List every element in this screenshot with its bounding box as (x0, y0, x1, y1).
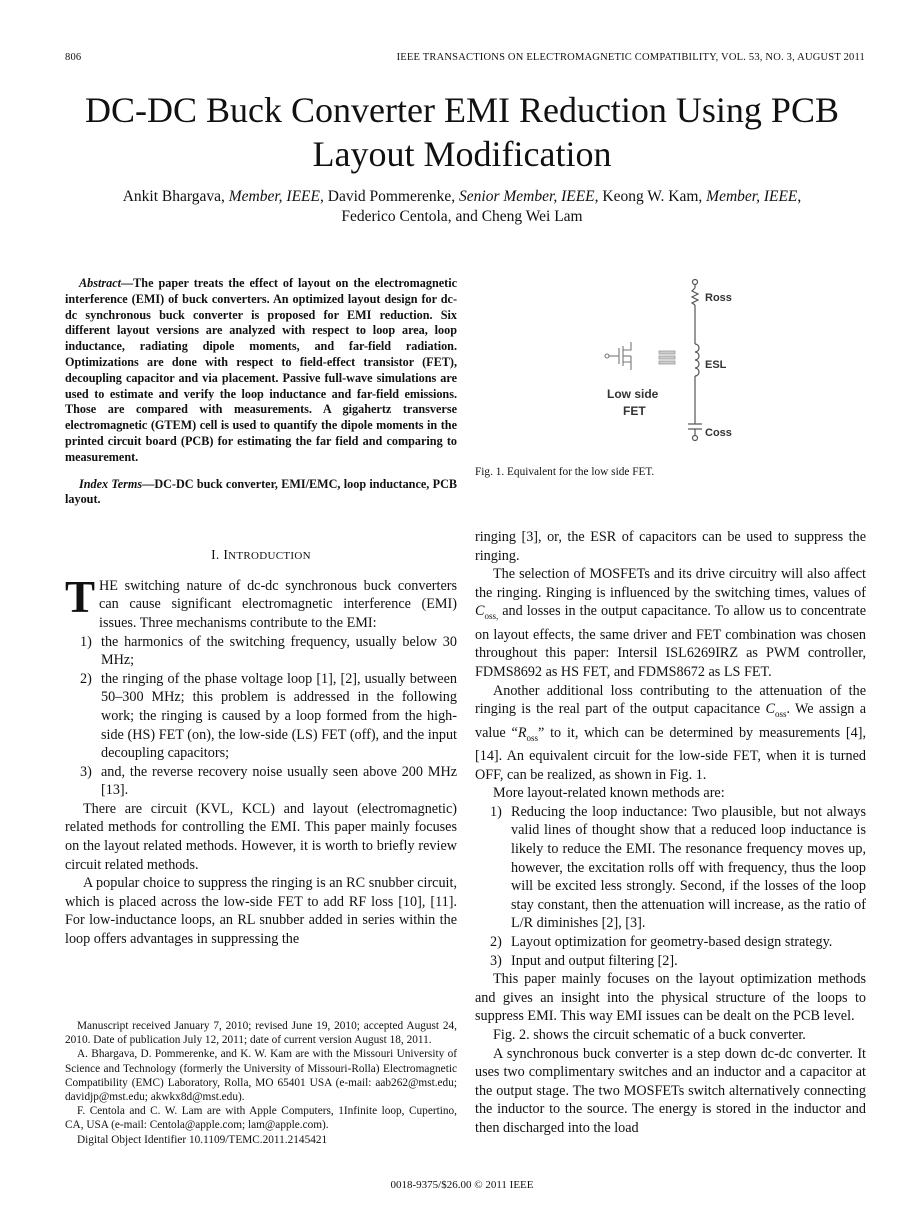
figure-1-caption: Fig. 1. Equivalent for the low side FET. (475, 466, 655, 478)
copyright-footer: 0018-9375/$26.00 © 2011 IEEE (390, 1179, 534, 1191)
low-side-fet-equivalent-circuit (595, 274, 755, 449)
list-item: 3) Input and output filtering [2]. (490, 952, 678, 969)
paragraph: Another additional loss contributing to the attenuation of the ringing is the real part of the output capacitance $C_{oss}$. We assign a value “$R_{oss}$” to it, which can be determined by measurements [4], [14]. An equivalent circuit for the low-side FET, when it is turned OFF, can be realized, as shown in Fig. 1. (475, 682, 866, 783)
resistor-ross-symbol (692, 288, 698, 305)
intro-paragraph-2: There are circuit (KVL, KCL) and layout (electromagnetic) related methods for controlling the EMI. This paper mainly focuses on the layout related methods. However, it is worth to briefly review circuit related methods. (65, 800, 457, 873)
author-list: Ankit Bhargava, Member, IEEE, David Pommerenke, Senior Member, IEEE, Keong W. Kam, Member, IEEE, Federico Centola, and Cheng Wei Lam (50, 187, 874, 227)
footnotes (65, 1019, 457, 1147)
author-3: Keong W. Kam (602, 188, 699, 205)
label-esl: ESL (705, 359, 727, 371)
list-item: 1) the harmonics of the switching frequency, usually below 30 MHz; (80, 633, 457, 669)
label-ross: Ross (705, 292, 732, 304)
footnote: Manuscript received January 7, 2010; revised June 19, 2010; accepted August 24, 2010. Date of publication July 12, 2011; date of current version August 18, 2011. (65, 1020, 457, 1047)
right-column (475, 528, 866, 1137)
list-item: 3) and, the reverse recovery noise usually seen above 200 MHz [13]. (80, 763, 457, 799)
paragraph: A synchronous buck converter is a step down dc-dc converter. It uses two complimentary switches and an inductor and a capacitor at the output stage. The two MOSFETs switch alternatively connecting the inductor to the source. The energy is stored in the inductor and then discharged into the load (475, 1045, 866, 1136)
abstract-label: Abstract (79, 276, 121, 290)
intro-paragraph-3: A popular choice to suppress the ringing is an RC snubber circuit, which is placed across the low-side FET to add RF loss [10], [11]. For low-inductance loops, an RL snubber added in series within the loop offers advantages in suppressing the (65, 875, 457, 948)
footnote: A. Bhargava, D. Pommerenke, and K. W. Kam are with the Missouri University of Science and Technology (formerly the University of Missouri-Rolla) Electromagnetic Compatibility (EMC) Laboratory, Rolla, MO 65401 USA (e-mail: aab262@mst.edu; davidjp@mst.edu; akwkx8d@mst.edu). (65, 1048, 457, 1104)
list-item: 2) the ringing of the phase voltage loop [1], [2], usually between 50–300 MHz; this problem is addressed in the following work; the ringing is caused by a loop formed from the high-side (HS) FET (on), the low-side (LS) FET (off), and the input decoupling capacitors; (80, 670, 457, 762)
abstract: Abstract—The paper treats the effect of layout on the electromagnetic interference (EMI) of buck converters. An optimized layout design for dc-dc synchronous buck converter is proposed for EMI reduction. Six different layout versions are analyzed with respect to loop area, loop inductance, radiating dipole moments, and far-field radiation. Optimizations are done with respect to field-effect transistor (FET), decoupling capacitor and via placement. Passive full-wave simulations are used to estimate and verify the loop inductance and far-field emissions. Those are compared with measurements. A gigahertz transverse electromagnetic (GTEM) cell is used to quantify the dipole moments in the printed circuit board (PCB) for estimating the far field and comparing to measurement. (65, 276, 457, 464)
left-column (65, 276, 457, 949)
author-1: Ankit Bhargava (122, 188, 221, 205)
author-1-role: Member, IEEE (228, 188, 320, 205)
label-fet-line-2: FET (623, 404, 646, 418)
title-line-1: DC-DC Buck Converter EMI Reduction Using PCB (85, 90, 839, 130)
paragraph: More layout-related known methods are: (493, 785, 725, 802)
page-number: 806 (65, 52, 82, 63)
inductor-esl-symbol (695, 344, 699, 376)
footnote: F. Centola and C. W. Lam are with Apple Computers, 1Infinite loop, Cupertino, CA, USA (e-mail: Centola@apple.com; lam@apple.com). (65, 1105, 457, 1132)
drop-cap: T (65, 571, 96, 622)
figure-1 (595, 274, 755, 449)
paper-title (40, 88, 884, 176)
label-coss: Coss (705, 427, 732, 439)
list-item: 2) Layout optimization for geometry-based design strategy. (490, 933, 833, 950)
emi-mechanism-list (65, 633, 457, 800)
paragraph: Fig. 2. shows the circuit schematic of a buck converter. (493, 1026, 806, 1043)
equivalence-bars (659, 351, 675, 364)
paragraph: ringing [3], or, the ESR of capacitors can be used to suppress the ringing. (475, 529, 866, 564)
title-line-2: Layout Modification (312, 134, 612, 174)
intro-paragraph-1: THE switching nature of dc-dc synchronous buck converters can cause significant electromagnetic interference (EMI) issues. Three mechanisms contribute to the EMI: (65, 571, 457, 631)
footnote: Digital Object Identifier 10.1109/TEMC.2011.2145421 (77, 1133, 328, 1146)
paragraph: The selection of MOSFETs and its drive circuitry will also affect the ringing. Ringing is influenced by the switching times, values of $C_{oss,}$ and losses in the output capacitance. To allow us to concentrate on layout effects, the same driver and FET combination was chosen throughout this paper: Intersil ISL6269IRZ as PWM controller, FDMS8692 as HS FET, and FDMS8672 as LS FET. (475, 566, 866, 680)
mosfet-symbol (605, 342, 631, 370)
author-2-role: Senior Member, IEEE (459, 188, 595, 205)
index-terms-label: Index Terms (79, 476, 143, 491)
index-terms-text: DC-DC buck converter, EMI/EMC, loop inductance, PCB layout. (65, 476, 457, 507)
layout-methods-list (475, 803, 866, 970)
author-line-2: Federico Centola, and Cheng Wei Lam (341, 208, 583, 225)
abstract-text: The paper treats the effect of layout on the electromagnetic interference (EMI) of buck converters. An optimized layout design for dc-dc synchronous buck converter is proposed for EMI reduction. Six different layout versions are analyzed with respect to loop area, loop inductance, radiating dipole moments, and far-field radiation. Optimizations are done with respect to field-effect transistor (FET), decoupling capacitor and via placement. Passive full-wave simulations are used to estimate and verify the loop inductance and far-field emissions. Those are compared with measurements. A gigahertz transverse electromagnetic (GTEM) cell is used to quantify the dipole moments in the printed circuit board (PCB) for estimating the far field and comparing to measurement. (65, 276, 457, 464)
index-terms: Index Terms—DC-DC buck converter, EMI/EMC, loop inductance, PCB layout. (65, 476, 457, 507)
author-3-role: Member, IEEE (706, 188, 798, 205)
paragraph: This paper mainly focuses on the layout optimization methods and gives an insight into the physical structure of the loops to suppress EMI. This way EMI issues can be dealt on the PCB level. (475, 971, 866, 1025)
section-heading-introduction: I. INTRODUCTION (211, 547, 311, 563)
label-fet-line-1: Low side (607, 387, 659, 401)
author-2: David Pommerenke (327, 188, 452, 205)
journal-header: IEEE TRANSACTIONS ON ELECTROMAGNETIC COMPATIBILITY, VOL. 53, NO. 3, AUGUST 2011 (396, 52, 865, 63)
list-item: 1) Reducing the loop inductance: Two plausible, but not always valid lines of thought show that a reduced loop inductance is likely to reduce the EMI. The resonance frequency moves up, however, the excitation rolls off with frequency, thus the loop will be excited less strongly. Second, if the losses of the loop stay constant, then the attenuation will increase, as the ratio of L/R diminishes [2], [3]. (490, 803, 866, 932)
